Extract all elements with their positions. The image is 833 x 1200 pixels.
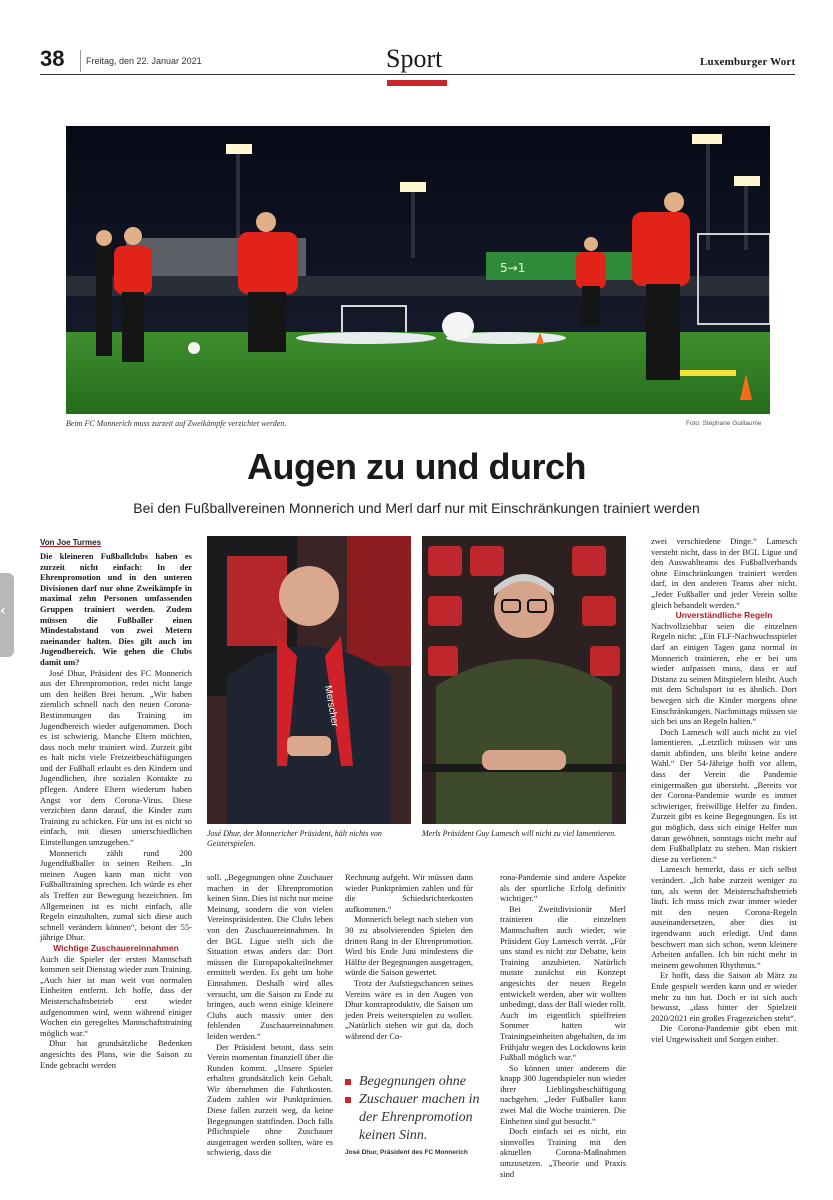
section-heading: Unverständliche Regeln [675,610,773,621]
paragraph: Rechnung aufgeht. Wir müssen dann wieder Punktprämien zahlen und für die Schiedsrichterkosten aufkommen.“ [345,872,473,914]
article-column-3 [345,872,473,1042]
paragraph: Monnerich zählt rund 200 Jugendfußballer in seinen Reihen. „In meinen Augen kann man nicht von Fußballtraining sprechen. Ich würde es eher als Treffen zur Bewegung bezeichnen. Im Allgemeinen ist es nicht einfach, alle Regeln einzuhalten, zumal sich diese auch schnell verändern können“, betont der 55-jährige Dhur. [40,847,192,943]
paragraph: rona-Pandemie sind andere Aspekte als der sportliche Erfolg definitiv wichtiger.“ [500,872,626,904]
pull-quote [345,1073,485,1156]
section-accent-bar [387,80,447,86]
chevron-left-icon: ‹ [0,603,6,619]
photo-caption: Beim FC Monnerich muss zurzeit auf Zweikämpfe verzichtet werden. [66,419,287,428]
prev-page-tab[interactable] [0,573,14,657]
paragraph: José Dhur, Präsident des FC Monnerich aus der Ehrenpromotion, redet nicht lange um den heißen Brei herum. „Wir haben ziemlich schnell nach den neuen Corona-Bestimmungen das Training im Jugendbereich wieder aufgenommen. Doch es ist schwierig. Manche Eltern möchten, dass noch mehr trainiert wird. Zurzeit gibt es halt nicht viele Freizeitbeschäftigungen und der Fußball erlaubt es den Kindern und Jugendlichen, ihre sozialen Kontakte zu pflegen. Andere Eltern wiederum haben Angst vor dem Corona-Virus. Diese verzichten dann darauf, die Kinder zum Training zu schicken. Für uns ist es nicht so einfach, mit diesen unterschiedlichen Einstellungen umzugehen.“ [40,667,192,848]
paragraph: Dhur hat grundsätzliche Bedenken angesichts des Plans, wie die Saison zu Ende gebracht werden [40,1038,192,1070]
paragraph: Doch einfach sei es nicht, ein sinnvolles Training mit den aktuellen Corona-Maßnahmen umzusetzen. „Theorie und Praxis sind [500,1126,626,1179]
article-column-4 [500,872,626,1179]
portrait-jose-dhur [207,536,411,824]
quote-bullet-icon [345,1079,351,1085]
lead-paragraph: Die kleineren Fußballclubs haben es zurzeit nicht einfach: In der Ehrenpromotion und in den unteren Divisionen darf nur ohne Zweikämpfe in maximal zehn Personen umfassenden Gruppen trainiert werden. Zudem müssen die Fußballer einen Mindestabstand von zwei Metern zueinander halten. Dies gilt auch im Jugendbereich. Wie gehen die Clubs damit um? [40,551,192,667]
main-photo [66,126,770,414]
section-heading: Wichtige Zuschauereinnahmen [53,942,179,953]
paragraph: Die Corona-Pandemie gibt eben mit viel Ungewissheit und Sorgen einher. [651,1023,797,1044]
pull-quote-line1: Begegnungen ohne [345,1073,485,1091]
portrait-guy-lamesch [422,536,626,824]
scarf-text: Merscher [322,684,341,728]
headline: Augen zu und durch [247,446,586,487]
header-divider [80,50,81,72]
issue-date: Freitag, den 22. Januar 2021 [86,56,202,66]
paragraph: soll. „Begegnungen ohne Zuschauer machen in der Ehrenpromotion keinen Sinn. Dies ist nicht nur meine Meinung, sondern die von vielen Vereinspräsidenten. Die Clubs leben von den Zuschauereinnahmen. In der BGL Ligue stellt sich die Situation etwas anders dar: Dort müssen die Europapokalteilnehmer ermittelt werden. Es geht um hohe Einnahmen. Deshalb wird alles versucht, um die Saison zu Ende zu bringen, auch wenn einige kleinere Clubs auch massiv unter den fehlenden Zuschauereinnahmen leiden werden.“ [207,872,333,1041]
page-number: 38 [40,46,65,71]
author-byline: Von Joe Turmes [40,538,102,547]
paragraph: Lamesch bemerkt, dass er sich selbst verändert. „Ich habe zurzeit weniger zu tun, als wenn der Meisterschaftsbetrieb läuft. Ich muss mich zwar immer wieder mit den neuen Corona-Regeln auseinandersetzen, aber dies ist irgendwann auch erledigt. Und dann beschwert man sich schon, wenn kleinere Arbeiten anfallen. Ich bin nicht mehr in meinem gewohnten Rhythmus.“ [651,864,797,970]
paragraph: Bei Zweitdivisionär Merl trainieren die einzelnen Mannschaften auch wieder, wie Präsident Guy Lamesch verrät. „Für uns stand es nicht zur Debatte, kein Training anzubieten. Natürlich musste zunächst ein Konzept angesichts der neuen Regeln entwickelt werden, aber wir wollten unbedingt, dass der Ball wieder rollt. Auch im eigentlich spielfreien Sommer hatten wir Trainingseinheiten abgehalten, da im Frühjahr wegen des Lockdowns kein Fußball möglich war.“ [500,903,626,1063]
paragraph: Doch Lamesch will auch nicht zu viel lamentieren. „Letztlich müssen wir uns damit abfinden, uns bleibt keine andere Wahl.“ Der 54-Jährige hofft vor allem, dass der Verein die Pandemie einigermaßen gut übersteht. „Bereits vor der Corona-Pandemie wurde es immer schwieriger, freiwillige Helfer zu finden. Zurzeit gibt es keine Begegnungen. Es ist gut möglich, dass sich einige Helfer nun daran gewöhnen, sonntags nicht mehr auf dem Fußballplatz zu stehen. Man riskiert diese zu verlieren.“ [651,726,797,864]
article-column-1 [40,538,192,1070]
paragraph: zwei verschiedene Dinge.“ Lamesch versteht nicht, dass in der BGL Ligue und den Auswahlteams des Fußballverbands ohne Einschränkungen trainiert werden darf, in den anderen Teams aber nicht. „Jeder Fußballer und jeder Verein sollte gleich behandelt werden.“ [651,536,797,610]
quote-bullet-icon [345,1097,351,1103]
article-column-5 [651,536,797,1045]
paragraph: Er hofft, dass die Saison ab März zu Ende gespielt werden kann und er wieder mehr zu tun hat. Doch er ist sich auch bewusst, „dass hinter der Spielzeit 2020/2021 ein großes Fragezeichen steht“. [651,970,797,1023]
paragraph: Nachvollziehbar seien die einzelnen Regeln nicht: „Ein FLF-Nachwuchsspieler darf an einigen Tagen ganz normal in Monnerich trainieren, ehe er bei uns wieder aufpassen muss, dass er auf Distanz zu seinen Mitspielern bleibt. Auch mit dem Schulsport ist es ähnlich. Dort bewegen sich die Kinder morgens ohne Einschränkungen. Nachmittags müssen sie sich bei uns an Regeln halten.“ [651,620,797,727]
header-rule [40,74,795,75]
paragraph: Auch die Spieler der ersten Mannschaft kommen seit Dienstag wieder zum Training. „Auch hier ist man weit von normalen Einheiten entfernt. Ich hoffe, dass der Meisterschaftsbetrieb erst wieder aufgenommen wird, wenn während einiger Wochen ein geregeltes Mannschaftstraining möglich war.“ [40,953,192,1038]
section-title: Sport [386,44,443,73]
portrait-caption-right: Merls Präsident Guy Lamesch will nicht zu viel lamentieren. [422,829,617,838]
paragraph: Monnerich belegt nach sieben von 30 zu absolvierenden Spielen den dritten Rang in der Ehrenpromotion. Wird bis Ende Juni mindestens die Hälfte der Begegnungen ausgetragen, würde die Saison gewertet. [345,914,473,978]
photo-credit: Foto: Stéphane Guillaume [686,420,762,427]
portrait-caption-left: José Dhur, der Monnericher Präsident, hält nichts von Geisterspielen. [207,829,382,848]
article-column-2 [207,872,333,1158]
paragraph: Trotz der Aufstiegschancen seines Vereins wäre es in den Augen von Dhur kontraproduktiv, die Saison um jeden Preis weiterspielen zu wollen. „Natürlich stehen wir gut da, doch während der Co- [345,977,473,1041]
pull-quote-source: José Dhur, Präsident des FC Monnerich [345,1149,468,1156]
paragraph: Der Präsident betont, dass sein Verein momentan finanziell über die Runden kommt. „Unsere Spieler erhalten grundsätzlich kein Gehalt. Wir übernehmen die Fahrtkosten. Zudem zahlen wir Punktprämien. Diese fallen zurzeit weg, da keine Begegnungen stattfinden. Doch falls Pflichtspiele ohne Zuschauer ausgetragen werden sollten, wäre es schwierig, dass die [207,1041,333,1158]
banner-text: 5→1 [500,261,526,275]
paragraph: So können unter anderem die knapp 300 Jugendspieler nun wieder ihrer Lieblingsbeschäftigung nachgehen. „Jeder Fußballer kann zwei Mal die Woche trainieren. Die Einheiten sind gut besucht.“ [500,1062,626,1126]
pull-quote-line2: Zuschauer machen in der Ehrenpromotion keinen Sinn. [345,1091,485,1145]
newspaper-logo: Luxemburger Wort [700,56,796,68]
subheadline: Bei den Fußballvereinen Monnerich und Merl darf nur mit Einschränkungen trainiert werden [133,500,700,516]
